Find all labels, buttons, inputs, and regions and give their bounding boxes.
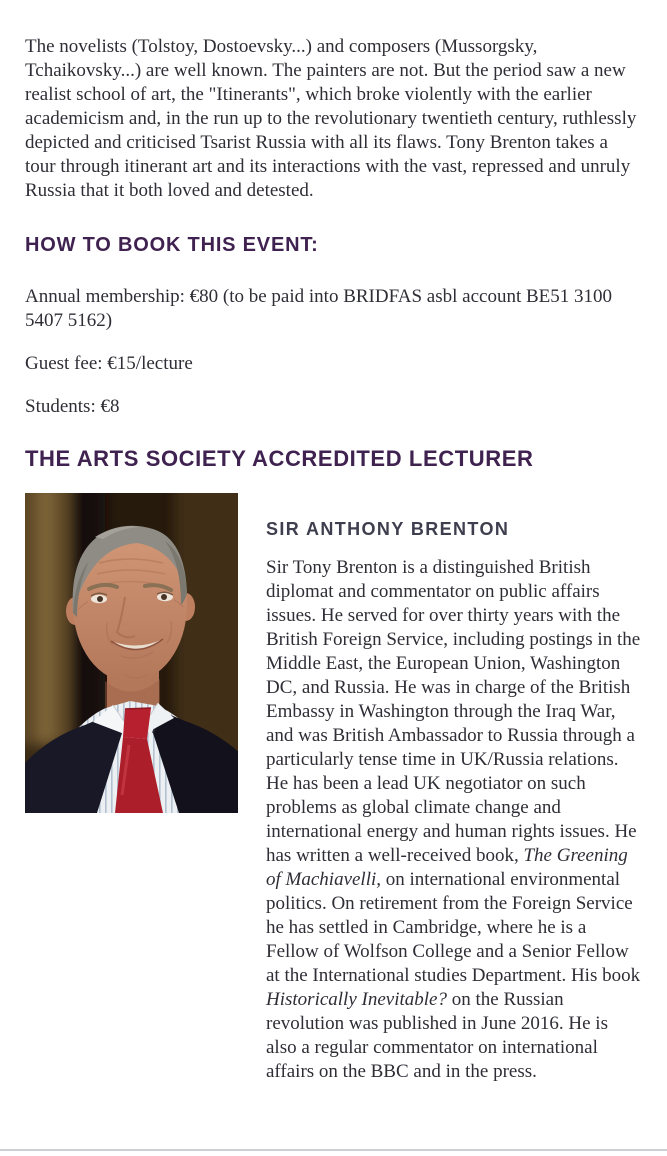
bio-segment-2: on international environmental politics. On retirement from the Foreign Service he has settled in Cambridge, where he is a Fellow of Wolfson College and a Senior Fellow at the International studies Department. His book (266, 869, 641, 986)
lecturer-section-heading: THE ARTS SOCIETY ACCREDITED LECTURER (25, 446, 534, 471)
bio-book-title-greening: The Greening of Machiavelli, (266, 845, 628, 890)
page-content (0, 35, 667, 1084)
bottom-divider (0, 1149, 667, 1151)
lecturer-name: SIR ANTHONY BRENTON (266, 519, 510, 539)
bio-segment-3: on the Russian revolution was published in June 2016. He is also a regular commentator on international affairs on the BBC and in the press. (266, 989, 608, 1082)
lecturer-bio-text (266, 556, 642, 1084)
booking-heading: HOW TO BOOK THIS EVENT: (25, 234, 319, 256)
lecturer-photo (25, 493, 238, 813)
intro-paragraph: The novelists (Tolstoy, Dostoevsky...) and composers (Mussorgsky, Tchaikovsky...) are well known. The painters are not. But the period saw a new realist school of art, the "Itinerants", which broke violently with the earlier academicism and, in the run up to the revolutionary twentieth century, ruthlessly depicted and criticised Tsarist Russia with all its flaws. Tony Brenton takes a tour through itinerant art and its interactions with the vast, repressed and unruly Russia that it both loved and detested. (25, 36, 637, 201)
lecturer-profile (25, 493, 642, 1084)
bio-segment-1: Sir Tony Brenton is a distinguished British diplomat and commentator on public affairs issues. He served for over thirty years with the British Foreign Service, including postings in the Middle East, the European Union, Washington DC, and Russia. He was in charge of the British Embassy in Washington through the Iraq War, and was British Ambassador to Russia through a particularly tense time in UK/Russia relations. He has been a lead UK negotiator on such problems as global climate change and international energy and human rights issues. He has written a well-received book, (266, 557, 641, 866)
bio-book-title-inevitable: Historically Inevitable? (266, 989, 447, 1010)
guest-fee-text: Guest fee: €15/lecture (25, 353, 193, 374)
portrait-illustration (25, 493, 238, 813)
student-fee-text: Students: €8 (25, 396, 120, 417)
lecturer-bio-column (266, 493, 642, 1084)
membership-fee-text: Annual membership: €80 (to be paid into BRIDFAS asbl account BE51 3100 5407 5162) (25, 286, 612, 331)
